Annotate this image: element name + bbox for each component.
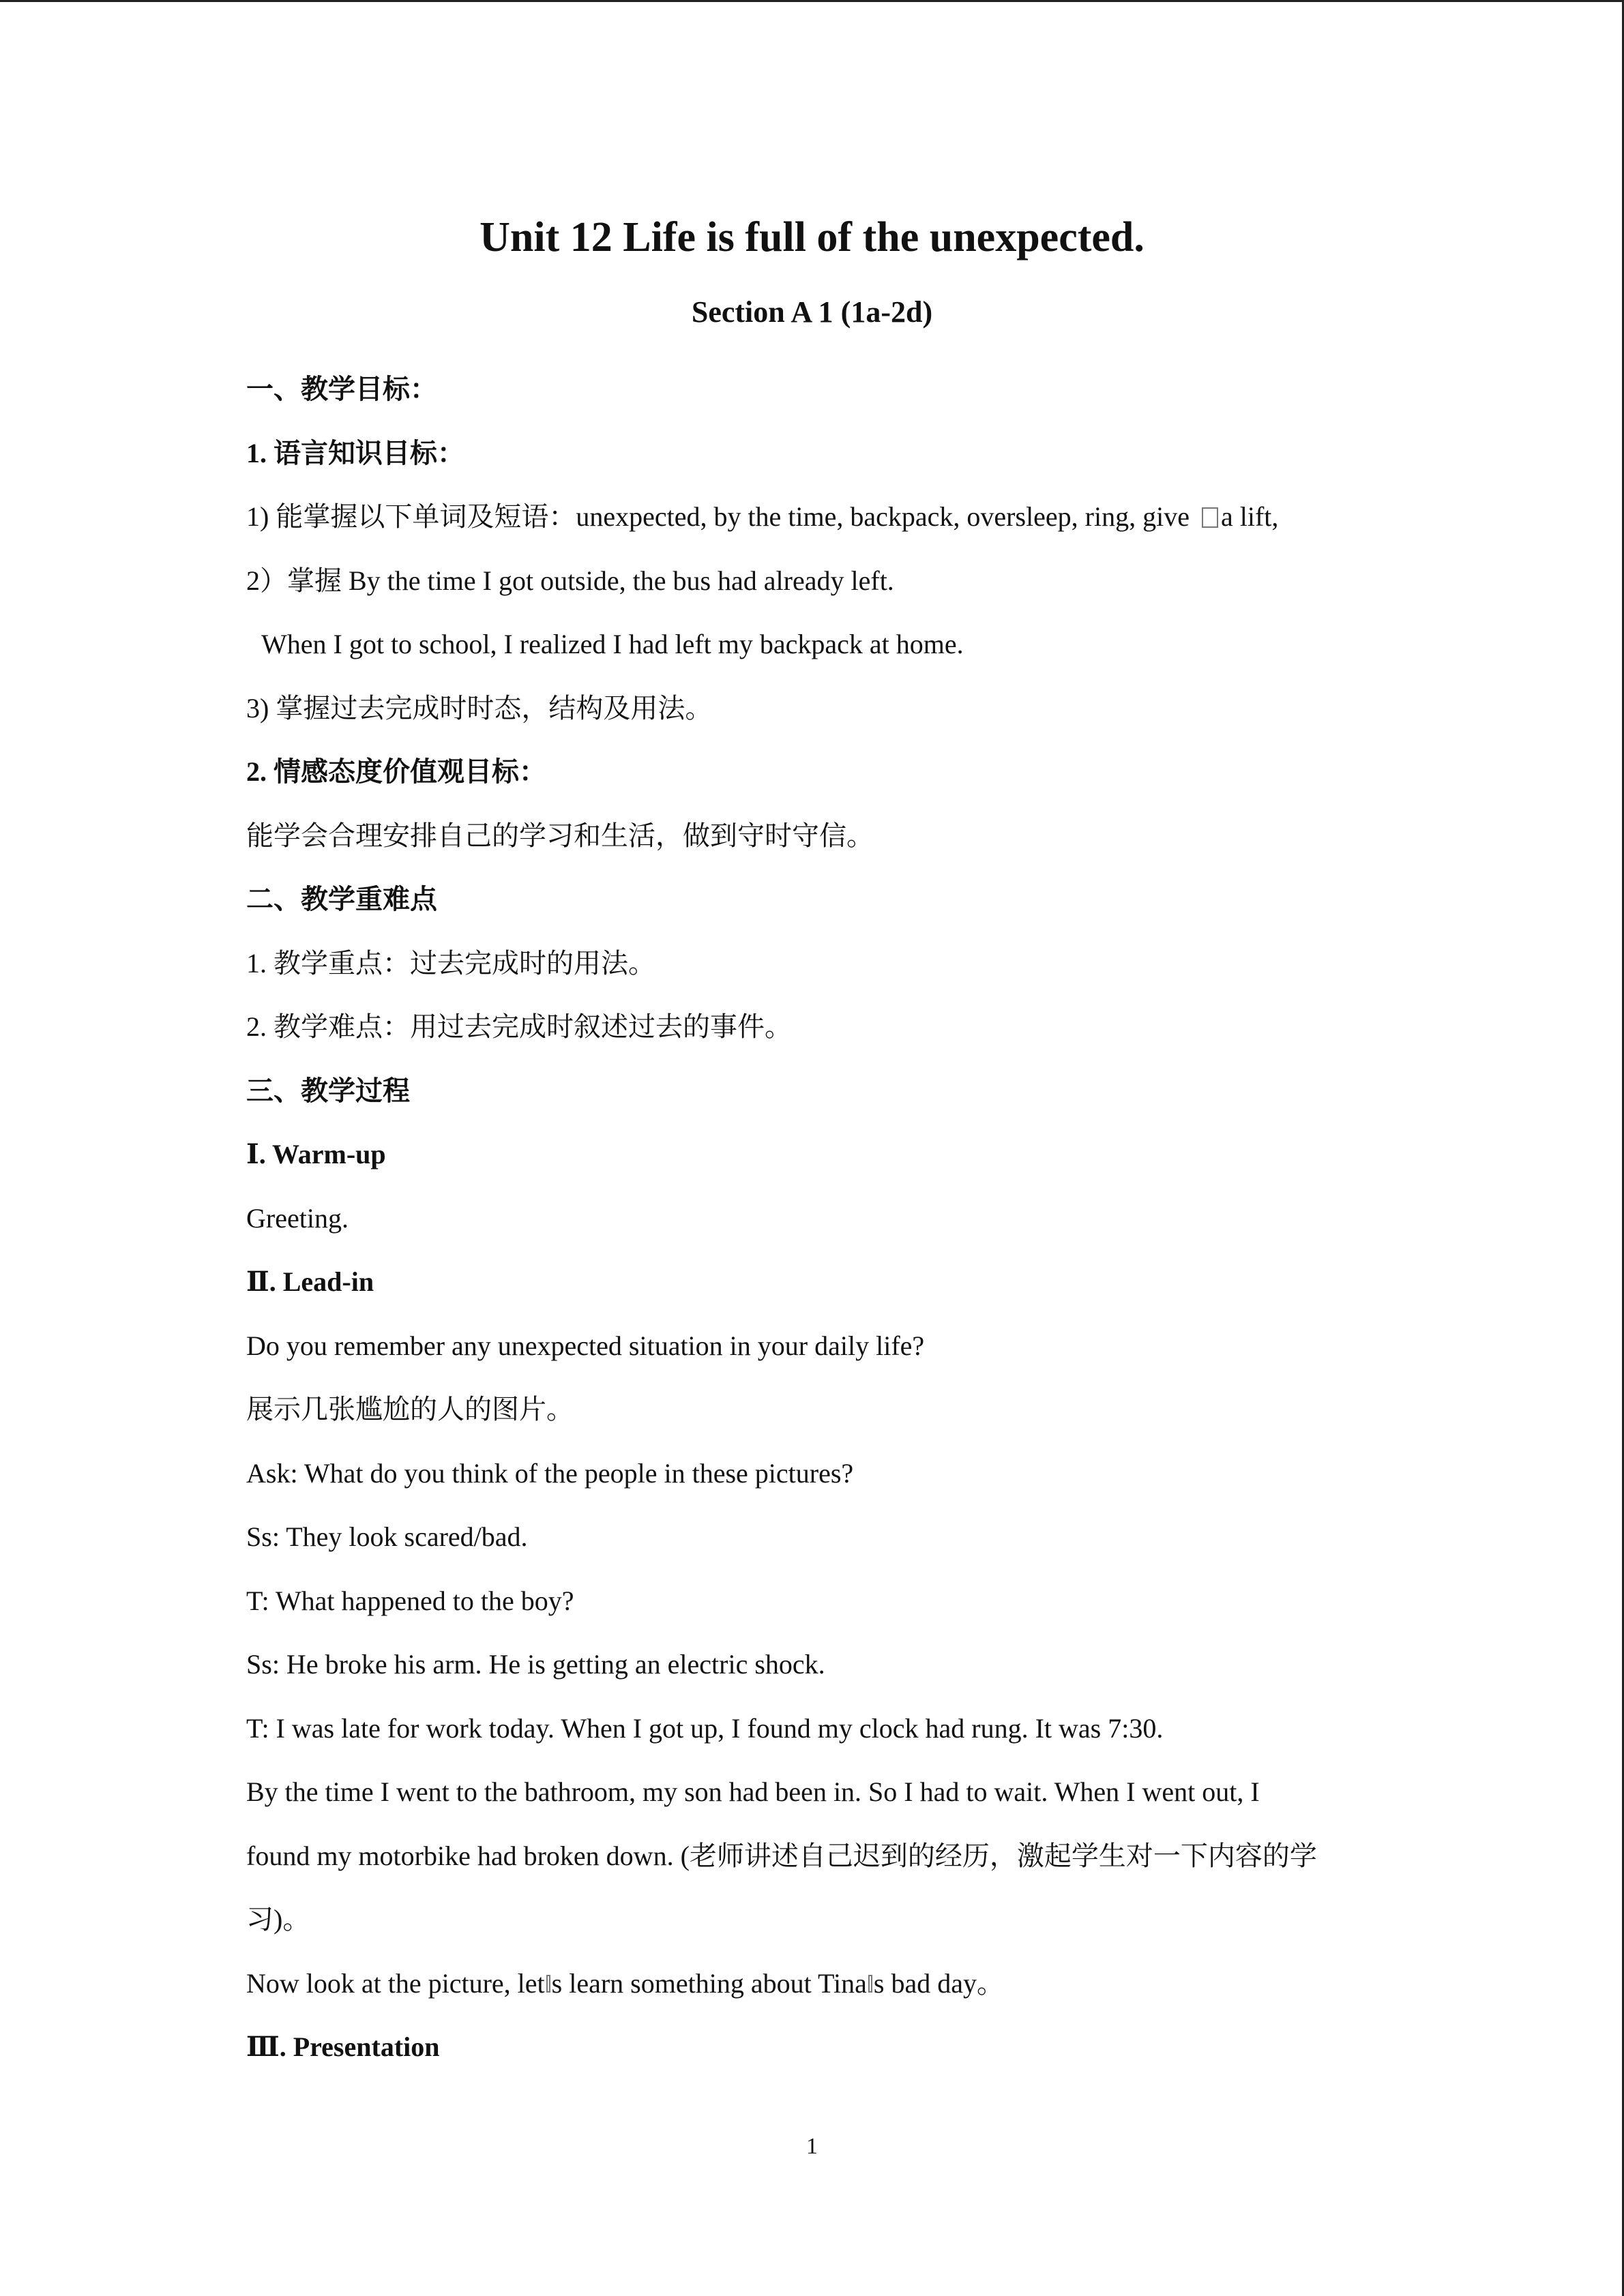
key-point-2: 2. 教学难点：用过去完成时叙述过去的事件。: [246, 1011, 792, 1042]
vocabulary-text-end: a lift,: [1221, 501, 1279, 532]
story-paragraph-line-3: 习)。: [246, 1904, 310, 1935]
section-subtitle: Section A 1 (1a-2d): [691, 295, 933, 329]
heading-process: 三、教学过程: [246, 1075, 410, 1106]
tina-intro: [246, 1952, 1392, 2016]
section-lead-in: Ⅱ. Lead-in: [246, 1266, 374, 1297]
heading-values-goals: 2. 情感态度价值观目标：: [246, 756, 546, 787]
tina-intro-part-2: s learn something about Tina: [551, 1967, 867, 1999]
grammar-item: 2）掌握 By the time I got outside, the bus had already left.: [246, 565, 894, 596]
vocabulary-text: 1) 能掌握以下单词及短语：unexpected, by the time, backpack, oversleep, ring, give: [246, 501, 1196, 532]
section-presentation: Ⅲ. Presentation: [246, 2031, 440, 2062]
top-border: [0, 0, 1624, 2]
values-goal-text: 能学会合理安排自己的学习和生活，做到守时守信。: [246, 820, 874, 851]
show-pictures-text: 展示几张尴尬的人的图片。: [246, 1394, 574, 1425]
document-body: [246, 357, 1392, 2079]
students-answer-2: Ss: He broke his arm. He is getting an electric shock.: [246, 1649, 825, 1680]
heading-language-goals: 1. 语言知识目标：: [246, 437, 464, 468]
page-number: 1: [806, 2134, 818, 2159]
grammar-example: When I got to school, I realized I had left my backpack at home.: [261, 629, 964, 659]
tina-intro-part-3: s bad day。: [873, 1967, 1004, 1999]
students-answer-1: Ss: They look scared/bad.: [246, 1521, 528, 1552]
missing-apostrophe-box: [546, 1975, 550, 1993]
vocabulary-item: [246, 485, 1392, 549]
story-paragraph-line-1: By the time I went to the bathroom, my son had been in. So I had to wait. When I went out, I: [246, 1776, 1260, 1807]
teacher-story: T: I was late for work today. When I got up, I found my clock had rung. It was 7:30.: [246, 1712, 1164, 1744]
greeting-text: Greeting.: [246, 1202, 349, 1234]
story-paragraph-line-2: found my motorbike had broken down. (老师讲述自己迟到的经历，激起学生对一下内容的学: [246, 1840, 1317, 1871]
page-title: Unit 12 Life is full of the unexpected.: [479, 214, 1145, 260]
missing-apostrophe-box: [868, 1975, 872, 1993]
missing-glyph-box: [1202, 507, 1218, 528]
question-text: Do you remember any unexpected situation in your daily life?: [246, 1330, 925, 1361]
heading-key-points: 二、教学重难点: [246, 884, 437, 914]
tense-item: 3) 掌握过去完成时时态，结构及用法。: [246, 692, 713, 724]
teacher-question: T: What happened to the boy?: [246, 1585, 574, 1616]
ask-text: Ask: What do you think of the people in these pictures?: [246, 1457, 854, 1489]
section-warm-up: Ⅰ. Warm-up: [246, 1139, 386, 1169]
tina-intro-part-1: Now look at the picture, let: [246, 1967, 545, 1999]
heading-objectives: 一、教学目标：: [246, 374, 437, 404]
key-point-1: 1. 教学重点：过去完成时的用法。: [246, 947, 655, 979]
